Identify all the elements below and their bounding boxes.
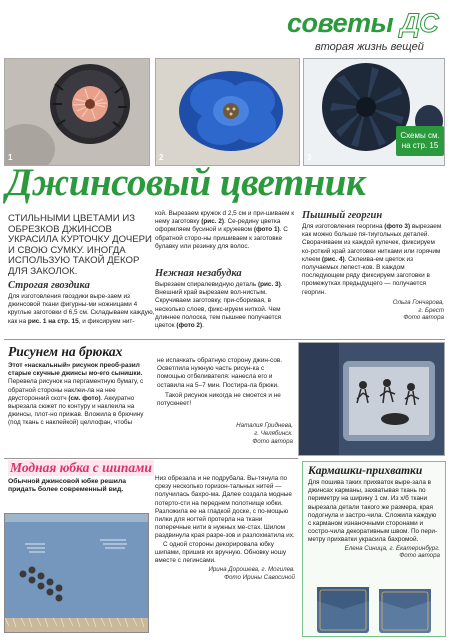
dahlia-author: Ольга Гончарова, (392, 298, 444, 306)
carnation-heading: Строгая гвоздика (8, 280, 90, 291)
trousers-text-final: Такой рисунок никогда не смоется и не потускнеет! (157, 391, 281, 408)
article-title: Джинсовый цветник (6, 161, 366, 204)
carnation-fig2-ref: (рис. 2) (201, 218, 225, 226)
trousers-continued (157, 357, 293, 446)
trousers-drawing-section (8, 344, 154, 428)
skirt-lead-text: Обычной джинсовой юбке решила придать более современный вид. (8, 478, 127, 494)
carnation-figure-ref: рис. 1 на стр. 15 (27, 317, 79, 325)
photo-forget-me-not (155, 58, 300, 166)
forget-me-not-section (155, 268, 295, 330)
trousers-text (8, 378, 154, 427)
section-title-main: советы (287, 8, 394, 38)
photo-number: 1 (8, 153, 13, 162)
skirt-text-block (155, 475, 295, 582)
trousers-photo-ref: (см. фото) (68, 394, 101, 402)
pockets-section (302, 461, 446, 637)
fmn-text-end: . (202, 322, 204, 330)
trousers-city: г. Челябинск. (254, 430, 293, 438)
schemes-badge: Схемы см. на стр. 15 (396, 126, 444, 156)
photo-number: 2 (159, 153, 164, 162)
skirt-section (8, 460, 154, 495)
pockets-photo-credit: Фото автора (399, 552, 440, 560)
dahlia-text-mid: вырезаем как можно больше пя-тиугольных деталей. Сворачиваем из каждой кулечек, фиксируем ко-роткий край заготовки нитками или горячим клеем (302, 223, 442, 263)
pockets-author: Елена Синица, г. Екатеринбург. (344, 544, 440, 552)
section-subtitle: вторая жизнь вещей (315, 41, 424, 53)
section-divider (4, 339, 445, 340)
dahlia-heading: Пышный георгин (302, 210, 383, 221)
photo-carnation (4, 58, 150, 166)
dahlia-text-end: . Склеива-ем цветок из получаемых лепест-ков. В каждом последующем ряду фиксируем заготовки в промежутках предыдущего — получается георгин. (302, 255, 430, 296)
trousers-author: Наталия Гриднева, (236, 422, 293, 430)
skirt-text-2: С одной стороны декорировала юбку шипами, пришив их вручную. Обновку ношу вместе с легинсами. (155, 540, 287, 565)
photo-number: 3 (307, 153, 312, 162)
fmn-fig3-ref: (рис. 3) (257, 281, 281, 288)
carnation-continued (155, 210, 295, 251)
trousers-heading: Рисунем на брюках (8, 344, 123, 359)
fmn-text-mid: . Внешний край вырезаем вол-нистым. Скручиваем заготовку, при-сборивая, в несколько слоев, фикс-ируем ниткой. Чем длиннее полоска, тем пышнее получается цветок (155, 281, 283, 330)
forget-me-not-heading: Нежная незабудка (155, 268, 242, 279)
trousers-lead (8, 362, 154, 378)
skirt-illustration (5, 514, 149, 633)
carnation-text-end: , и фиксируем нит- (78, 317, 135, 325)
forget-me-not-text (155, 281, 295, 330)
pockets-illustration (303, 581, 445, 636)
skirt-author: Ирина Дорошева, г. Могилев. (208, 566, 295, 574)
fmn-photo2-ref: (фото 2) (176, 322, 203, 330)
skirt-heading: Модная юбка с шипами (8, 460, 154, 476)
article-intro: СТИЛЬНЫМИ ЦВЕТАМИ ИЗ ОБРЕЗКОВ ДЖИНСОВ УКРАСИЛА КУРТОЧКУ ДОЧЕРИ И СВОЮ СУМКУ. ИНОГДА ИСПОЛЬЗУЮ ТАКОЙ ДЕКОР ДЛЯ ЗАКОЛОК. (8, 213, 152, 277)
skirt-photo-credit: Фото Ирины Савосиной (224, 574, 295, 582)
dahlia-city: г. Брест (418, 306, 444, 314)
trousers-text-continued: не испачкать обратную сторону джин-сов. Осветлила нужную часть рисун-ка с помощью отбеливателя: нанесла его и оставила на 5–7 мин. Постира-ла брюки. (157, 357, 283, 389)
carnation-text (8, 293, 155, 326)
carnation-text-continued (155, 210, 295, 251)
photo-trousers (298, 342, 445, 456)
pockets-heading: Кармашки-прихватки (308, 465, 423, 477)
section-title (287, 8, 438, 39)
dahlia-text-start: Для изготовления георгина (302, 223, 385, 230)
dahlia-photo-credit: Фото автора (403, 314, 444, 322)
skirt-lead (8, 478, 154, 495)
pockets-text: Для пошива таких прихваток выре-зала в джинсах карманы, захватывая ткань по периметру на ширину 1 см. Из х/б ткани вырезала детали такого же размера, края подогнула и застро-чила. Сложила каждую с карманом изнаночными сторонами и состро-чила декоративным швом. По пери-метру прихватки украсила бахромой. (308, 479, 438, 544)
carnation-cont-start: кой. Вырезаем кружок d 2,5 см и при-шиваем к нему заготовку (155, 210, 295, 226)
trousers-text-start: Перевела рисунок на пергаментную бумагу, с обратной стороны наклеи-ла на нее двусторонний скотч (8, 378, 144, 402)
dahlia-text (302, 223, 444, 297)
carnation-cont-end: . С обратной сторо-ны пришиваем к заготовке булавку или резинку для волос. (155, 226, 288, 250)
dahlia-photo3-ref: (фото 3) (384, 223, 411, 230)
carnation-illustration (5, 59, 150, 166)
trousers-photo-credit: Фото автора (252, 437, 293, 445)
carnation-photo1-ref: (фото 1) (253, 226, 280, 234)
carnation-cont-mid: . Се-редину цветка оформляем бусиной и кружевом (155, 218, 281, 234)
carnation-section (8, 280, 155, 326)
skirt-text: Низ обрезала и не подрубала. Вы-тянула по срезу несколько горизон-тальных нитей — получилась бахро-ма. Далее создала модные потерто-сти на переднем полотнище юбки. Разложила ее на гладкой доске, с по-мощью пилки для ногтей протерла на ткани поперечные нити в нужных ме-стах. Шилом раздвинула края разре-зов и разлохматила их. (155, 475, 295, 540)
dahlia-section (302, 210, 444, 322)
carnation-text-start: Для изготовления гвоздики выре-заем из джинсовой ткани фигурны-ми ножницами 4 круглые заготовки d 6,5 см. Складываем каждую, как на (8, 293, 155, 325)
section-title-logo: ДС (400, 8, 439, 38)
blue-flower-illustration (156, 59, 300, 166)
dahlia-fig4-ref: (рис. 4) (321, 255, 345, 263)
fmn-text-start: Вырезаем спиралевидную деталь (155, 281, 258, 288)
trousers-lead-text: Этот «наскальный» рисунок преоб-разил старые скучные джинсы мо-его сынишки. (8, 362, 143, 378)
trousers-illustration (299, 343, 445, 456)
photo-skirt (4, 513, 149, 633)
trousers-text-end: . Аккуратно вырезала сюжет по контуру и наклеила на джинсы, плот-но прижав. Вложила в брючину (под ткань с наклейкой) целлофан, чтобы (8, 394, 144, 427)
section-divider (4, 458, 298, 459)
